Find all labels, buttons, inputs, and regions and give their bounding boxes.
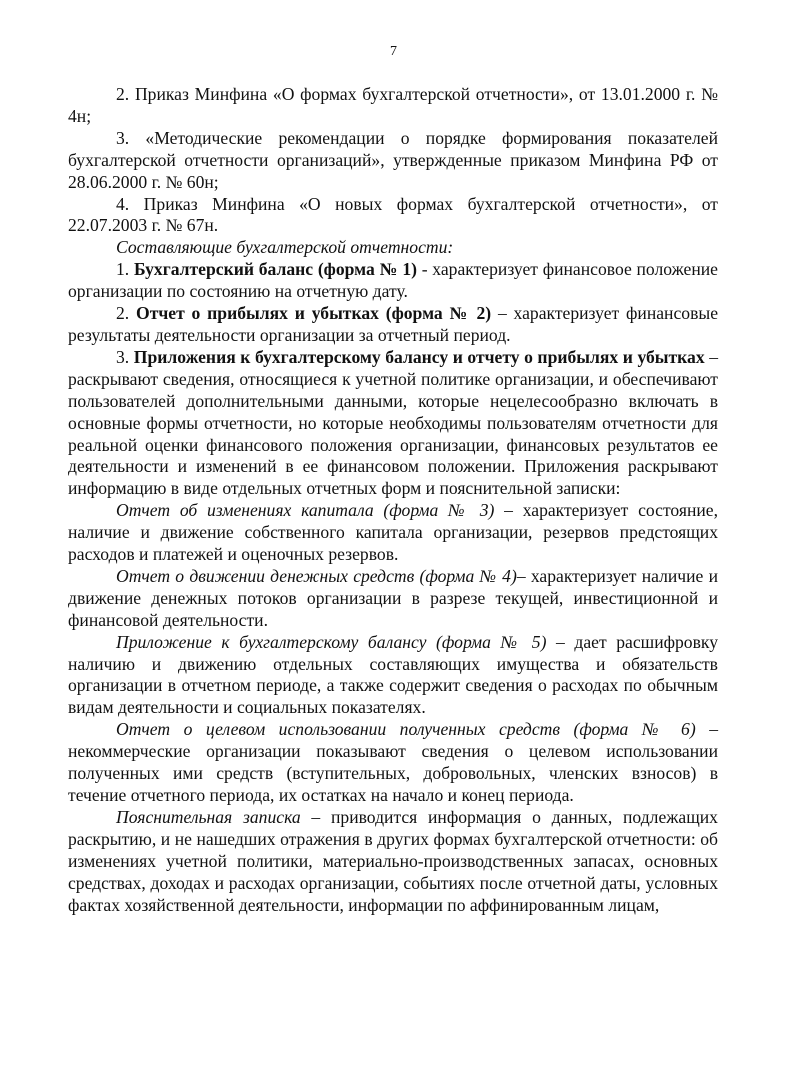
component-text: – раскрывают сведения, относящиеся к учетной политике организации, и обеспечивают пользователей дополнительными данными, которые нецелесообразно включать в основные формы отчетности, но которые необходимы пользователям отчетности для реальной оценки финансового положения организации, финансовых результатов ее деятельности и изменений в ее финансовом положении. Приложения раскрывают информацию в виде отдельных отчетных форм и пояснительной записки: — [68, 346, 719, 499]
component-text: - характеризует финансовое положение организации по состоянию на отчетную дату. — [68, 259, 718, 302]
component-title: Отчет о прибылях и убытках (форма № 2) — [136, 303, 492, 324]
appendix-text: – приводится информация о данных, подлежащих раскрытию, и не нашедших отражения в других формах бухгалтерской отчетности: об изменениях учетной политики, материально-производственных запасах, основных средствах, доходах и расходах организации, событиях после отчетной даты, условных фактах хозяйственной деятельности, информации по аффинированным лицам, — [68, 806, 718, 915]
component-appendices — [68, 347, 718, 500]
reference-3: 3. «Методические рекомендации о порядке формирования показателей бухгалтерской отчетности организаций», утвержденные приказом Минфина РФ от 28.06.2000 г. № 60н; — [68, 127, 718, 192]
components-heading: Составляющие бухгалтерской отчетности: — [116, 237, 454, 258]
appendix-title: Приложение к бухгалтерскому балансу (форма № 5) — [116, 631, 547, 652]
appendix-explanatory-note — [68, 807, 718, 917]
component-number: 2. — [116, 303, 130, 324]
appendix-title: Отчет о целевом использовании полученных средств (форма № 6) — [116, 719, 696, 740]
reference-2: 2. Приказ Минфина «О формах бухгалтерской отчетности», от 13.01.2000 г. № 4н; — [68, 84, 718, 126]
appendix-balance-supplement — [68, 632, 718, 720]
component-title: Приложения к бухгалтерскому балансу и отчету о прибылях и убытках — [133, 346, 705, 367]
component-number: 1. — [116, 259, 130, 280]
appendix-title: Отчет об изменениях капитала (форма № 3) — [116, 500, 495, 521]
appendix-title: Пояснительная записка — [116, 806, 301, 827]
appendix-text: – характеризует наличие и движение денежных потоков организации в разрезе текущей, инвестиционной и финансовой деятельности. — [68, 565, 718, 630]
appendix-capital-changes — [68, 500, 718, 566]
document-body — [68, 84, 718, 916]
page-number: 7 — [390, 44, 397, 59]
component-number: 3. — [116, 346, 130, 367]
appendix-text: – дает расшифровку наличию и движению отдельных составляющих имущества и обязательств организации в отчетном периоде, а также содержит сведения о расходах по обычным видам деятельности и социальных показателях. — [68, 631, 718, 718]
component-profit-loss — [68, 303, 718, 347]
component-text: – характеризует финансовые результаты деятельности организации за отчетный период. — [68, 303, 719, 345]
appendix-title: Отчет о движении денежных средств (форма № 4) — [116, 565, 517, 586]
component-balance-sheet — [68, 259, 718, 303]
reference-4: 4. Приказ Минфина «О новых формах бухгалтерской отчетности», от 22.07.2003 г. № 67н. — [68, 193, 718, 236]
appendix-text: – некоммерческие организации показывают сведения о целевом использовании полученных ими средств (вступительных, добровольных, членских взносов) в течение отчетного периода, их остатках на начало и конец периода. — [68, 719, 718, 805]
appendix-text: – характеризует состояние, наличие и движение собственного капитала организации, резервов предстоящих расходов и платежей и оценочных резервов. — [68, 500, 719, 565]
appendix-targeted-funds — [68, 719, 718, 807]
appendix-cash-flow — [68, 566, 718, 632]
component-title: Бухгалтерский баланс (форма № 1) — [133, 259, 417, 280]
